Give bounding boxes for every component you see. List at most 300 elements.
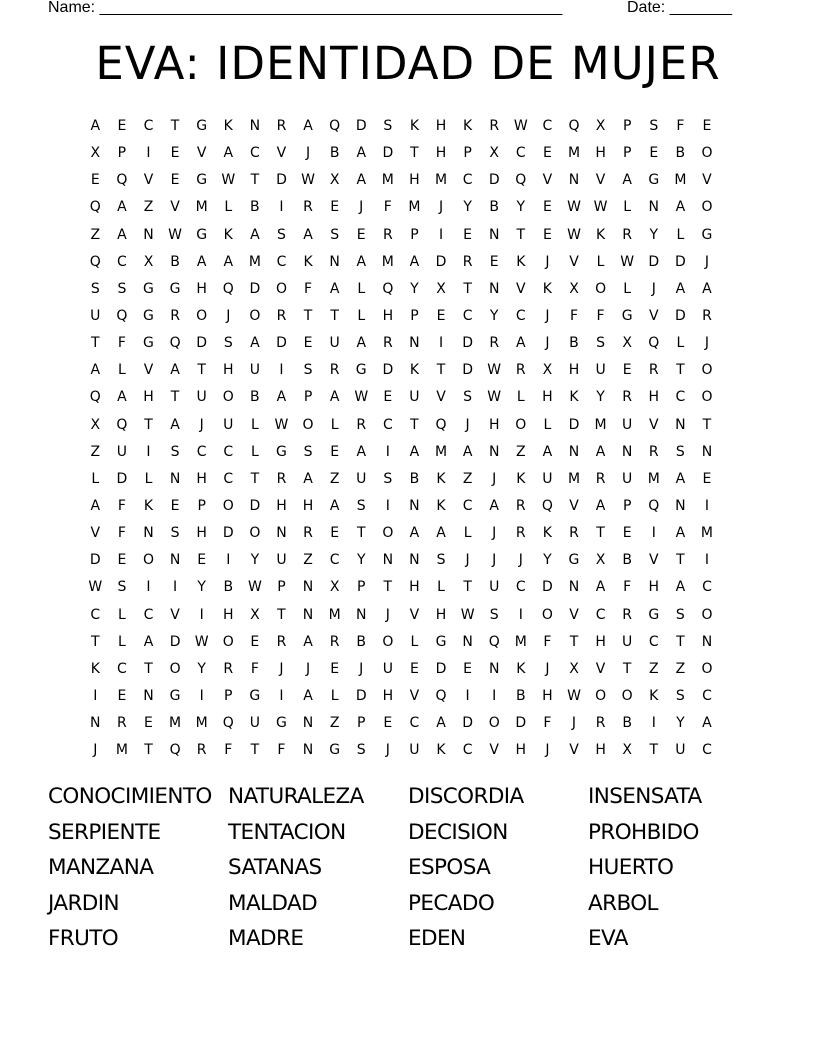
grid-letter: F [250, 660, 259, 677]
grid-letter: G [196, 172, 208, 189]
grid-letter: P [303, 389, 313, 406]
grid-letter: W [460, 606, 475, 623]
grid-letter: T [91, 633, 100, 650]
grid-letter: K [595, 226, 606, 243]
grid-letter: H [435, 145, 447, 162]
grid-letter: G [249, 687, 261, 704]
grid-letter: L [357, 280, 366, 297]
grid-letter: U [542, 470, 553, 487]
grid-letter: L [437, 579, 445, 596]
grid-letter: S [675, 687, 685, 704]
grid-letter: K [542, 280, 552, 297]
grid-letter: A [409, 253, 420, 270]
grid-letter: S [649, 118, 659, 134]
grid-letter: V [595, 172, 606, 189]
grid-letter: R [276, 307, 287, 324]
grid-letter: Y [197, 579, 206, 596]
grid-letter: Q [89, 253, 101, 270]
grid-letter: O [382, 633, 394, 650]
grid-letter: U [249, 362, 260, 379]
grid-letter: W [487, 389, 502, 406]
grid-letter: E [117, 687, 127, 704]
grid-letter: R [329, 362, 340, 379]
word-bank-item: JARDIN [48, 890, 119, 916]
grid-letter: R [303, 199, 313, 216]
grid-letter: D [249, 280, 261, 297]
grid-letter: V [516, 280, 526, 297]
grid-letter: Q [488, 633, 500, 650]
grid-letter: V [648, 307, 659, 324]
grid-letter: T [144, 660, 153, 677]
grid-letter: A [223, 145, 234, 162]
grid-letter: Z [675, 660, 686, 677]
grid-letter: E [170, 497, 180, 514]
grid-letter: D [462, 362, 473, 379]
grid-letter: C [90, 606, 101, 623]
grid-letter: T [91, 335, 100, 352]
word-bank-item: PROHBIDO [588, 819, 699, 845]
grid-letter: N [169, 470, 181, 487]
grid-letter: O [621, 687, 633, 704]
grid-letter: F [569, 307, 579, 324]
grid-letter: S [90, 280, 100, 297]
grid-letter: D [648, 253, 660, 270]
grid-letter: K [143, 497, 154, 514]
grid-letter: I [438, 226, 444, 243]
grid-letter: U [489, 579, 500, 596]
grid-letter: X [542, 362, 553, 379]
grid-letter: S [675, 443, 685, 460]
grid-letter: E [542, 145, 552, 162]
grid-letter: J [545, 307, 550, 324]
grid-letter: G [435, 633, 447, 650]
grid-letter: N [568, 172, 580, 189]
grid-letter: H [196, 525, 207, 542]
grid-letter: Z [462, 470, 473, 487]
grid-letter: M [381, 172, 394, 189]
grid-letter: N [302, 579, 314, 596]
grid-letter: U [196, 389, 207, 406]
grid-letter: O [222, 497, 234, 514]
grid-letter: E [463, 660, 473, 677]
grid-letter: E [409, 660, 419, 677]
grid-letter: Y [596, 389, 605, 406]
grid-letter: M [169, 715, 182, 732]
grid-letter: V [196, 145, 207, 162]
grid-letter: G [355, 362, 367, 379]
grid-letter: N [568, 443, 580, 460]
grid-letter: T [170, 389, 180, 406]
grid-letter: A [329, 497, 340, 514]
grid-letter: F [543, 633, 552, 650]
grid-letter: Z [143, 199, 154, 216]
grid-letter: F [304, 280, 313, 297]
grid-letter: Q [382, 280, 394, 297]
grid-letter: Q [435, 687, 447, 704]
grid-letter: J [518, 552, 523, 569]
grid-letter: N [462, 633, 473, 650]
grid-letter: R [622, 606, 633, 623]
grid-letter: B [170, 253, 180, 270]
grid-letter: M [674, 172, 687, 189]
grid-letter: H [595, 145, 606, 162]
grid-letter: I [704, 552, 710, 569]
grid-letter: W [487, 362, 502, 379]
grid-letter: T [250, 172, 260, 189]
grid-letter: E [463, 226, 473, 243]
grid-letter: K [223, 226, 233, 243]
grid-letter: H [196, 470, 207, 487]
grid-letter: T [463, 280, 472, 297]
grid-letter: B [569, 335, 579, 352]
grid-letter: M [434, 443, 448, 460]
grid-letter: N [409, 552, 420, 569]
grid-letter: J [704, 253, 710, 270]
grid-letter: A [356, 443, 367, 460]
grid-letter: I [146, 579, 151, 596]
grid-letter: E [489, 253, 499, 270]
grid-letter: A [90, 362, 101, 379]
grid-letter: A [170, 362, 180, 379]
grid-letter: O [701, 389, 713, 406]
grid-letter: L [463, 525, 472, 542]
grid-letter: J [93, 742, 98, 759]
grid-letter: V [436, 389, 446, 406]
grid-letter: S [356, 742, 366, 759]
grid-letter: F [383, 199, 392, 216]
grid-letter: N [169, 552, 181, 569]
grid-letter: A [595, 497, 606, 514]
grid-letter: K [463, 118, 473, 134]
grid-letter: I [226, 552, 231, 569]
grid-letter: T [463, 579, 472, 596]
grid-letter: G [143, 280, 154, 297]
grid-letter: X [90, 145, 101, 162]
grid-letter: H [143, 389, 154, 406]
grid-letter: M [195, 199, 208, 216]
grid-letter: A [303, 633, 313, 650]
grid-letter: Y [197, 660, 206, 677]
grid-letter: W [354, 389, 369, 406]
grid-letter: O [701, 145, 713, 162]
grid-letter: I [199, 687, 204, 704]
word-bank-item: EVA [588, 926, 628, 952]
grid-letter: G [276, 443, 287, 460]
grid-letter: C [143, 118, 154, 134]
grid-letter: C [196, 443, 207, 460]
grid-letter: R [276, 470, 287, 487]
grid-letter: R [382, 226, 393, 243]
grid-letter: M [647, 470, 660, 487]
grid-letter: D [222, 525, 234, 542]
grid-letter: O [275, 280, 287, 297]
grid-letter: H [515, 742, 527, 759]
grid-letter: A [276, 389, 287, 406]
grid-letter: J [465, 416, 470, 433]
grid-letter: I [651, 715, 656, 732]
grid-letter: J [571, 715, 577, 732]
grid-letter: O [488, 715, 500, 732]
grid-letter: D [355, 118, 367, 134]
word-bank-item: DISCORDIA [408, 784, 524, 809]
grid-letter: M [248, 253, 261, 270]
grid-letter: X [329, 579, 340, 596]
grid-letter: L [330, 687, 339, 704]
grid-letter: S [303, 443, 313, 460]
grid-letter: T [303, 307, 313, 324]
grid-letter: V [143, 172, 154, 189]
grid-letter: W [301, 172, 315, 189]
grid-letter: A [489, 497, 499, 514]
grid-letter: B [622, 552, 632, 569]
grid-letter: C [143, 606, 154, 623]
grid-letter: R [223, 660, 234, 677]
grid-letter: I [651, 525, 656, 542]
grid-letter: W [567, 687, 581, 704]
grid-letter: V [409, 606, 420, 623]
grid-letter: M [381, 253, 394, 270]
grid-letter: C [117, 253, 127, 270]
grid-letter: A [595, 443, 606, 460]
grid-letter: V [542, 172, 553, 189]
grid-letter: G [143, 307, 154, 324]
grid-letter: G [169, 280, 181, 297]
grid-letter: L [676, 226, 685, 243]
grid-letter: N [488, 280, 500, 297]
grid-letter: R [276, 118, 287, 134]
grid-letter: I [492, 687, 497, 704]
grid-letter: S [383, 118, 393, 134]
grid-letter: O [541, 606, 553, 623]
grid-letter: R [569, 525, 579, 542]
grid-letter: C [515, 145, 526, 162]
grid-letter: D [249, 497, 261, 514]
grid-letter: C [702, 579, 712, 596]
grid-letter: F [543, 715, 552, 732]
word-bank-item: HUERTO [588, 855, 674, 881]
grid-letter: B [250, 199, 260, 216]
grid-letter: J [305, 145, 311, 162]
grid-letter: W [620, 253, 635, 270]
grid-letter: O [701, 362, 713, 379]
grid-letter: P [277, 579, 286, 596]
grid-letter: E [702, 470, 712, 487]
grid-letter: P [410, 226, 419, 243]
grid-letter: Y [250, 552, 260, 569]
grid-letter: A [90, 497, 101, 514]
grid-letter: C [462, 307, 473, 324]
grid-letter: K [516, 470, 526, 487]
grid-letter: A [356, 145, 367, 162]
grid-letter: C [675, 389, 686, 406]
grid-letter: E [330, 199, 340, 216]
grid-letter: V [170, 199, 180, 216]
grid-letter: H [435, 118, 447, 134]
grid-letter: J [385, 742, 390, 759]
grid-letter: W [567, 226, 581, 243]
grid-letter: S [170, 443, 180, 460]
grid-letter: A [462, 443, 473, 460]
grid-letter: M [700, 525, 713, 542]
grid-letter: L [117, 633, 126, 650]
grid-letter: O [142, 552, 154, 569]
grid-letter: J [492, 552, 497, 569]
grid-letter: Z [90, 226, 101, 243]
grid-letter: U [622, 470, 633, 487]
grid-letter: M [408, 199, 421, 216]
grid-letter: I [93, 687, 98, 704]
grid-letter: S [330, 226, 340, 243]
grid-letter: N [382, 552, 394, 569]
grid-letter: T [144, 742, 153, 759]
grid-letter: A [250, 226, 260, 243]
grid-letter: I [438, 335, 444, 352]
grid-letter: K [436, 470, 446, 487]
grid-letter: T [702, 416, 712, 433]
grid-letter: H [568, 362, 580, 379]
grid-letter: N [302, 742, 314, 759]
grid-letter: E [117, 552, 127, 569]
grid-letter: Y [649, 226, 659, 243]
grid-letter: C [223, 443, 234, 460]
grid-letter: I [465, 687, 470, 704]
grid-letter: M [115, 742, 128, 759]
grid-letter: E [330, 660, 340, 677]
grid-letter: N [488, 226, 500, 243]
grid-letter: I [146, 145, 151, 162]
grid-letter: G [169, 687, 181, 704]
grid-letter: J [492, 525, 497, 542]
grid-letter: W [221, 172, 236, 189]
grid-letter: D [462, 715, 473, 732]
grid-letter: Q [169, 742, 181, 759]
grid-letter: P [357, 579, 366, 596]
grid-letter: A [675, 525, 686, 542]
grid-letter: S [170, 525, 180, 542]
grid-letter: K [436, 497, 446, 514]
grid-letter: O [222, 389, 234, 406]
grid-letter: L [623, 199, 632, 216]
grid-letter: H [409, 579, 420, 596]
grid-letter: H [223, 362, 234, 379]
grid-letter: N [568, 579, 580, 596]
grid-letter: C [223, 470, 234, 487]
grid-letter: E [383, 389, 393, 406]
grid-letter: V [569, 497, 579, 514]
grid-letter: T [569, 633, 579, 650]
word-bank-item: ARBOL [588, 890, 658, 916]
grid-letter: M [514, 633, 527, 650]
grid-letter: E [436, 307, 446, 324]
grid-letter: H [223, 606, 234, 623]
grid-letter: J [492, 470, 497, 487]
grid-letter: I [704, 497, 710, 514]
grid-letter: N [90, 715, 101, 732]
grid-letter: U [90, 307, 101, 324]
grid-letter: A [542, 443, 553, 460]
grid-letter: R [595, 715, 606, 732]
grid-letter: A [117, 389, 127, 406]
grid-letter: E [330, 525, 340, 542]
grid-letter: B [622, 715, 632, 732]
grid-letter: U [249, 715, 260, 732]
grid-letter: R [515, 497, 526, 514]
grid-letter: P [357, 715, 366, 732]
grid-letter: A [436, 715, 446, 732]
grid-letter: V [276, 145, 287, 162]
grid-letter: O [196, 307, 208, 324]
grid-letter: M [328, 606, 341, 623]
grid-letter: G [648, 606, 660, 623]
grid-letter: S [303, 362, 313, 379]
grid-letter: D [276, 335, 287, 352]
grid-letter: G [568, 552, 580, 569]
grid-letter: L [676, 335, 685, 352]
grid-letter: J [199, 416, 204, 433]
grid-letter: B [489, 199, 499, 216]
grid-letter: N [488, 443, 500, 460]
grid-letter: V [595, 660, 606, 677]
grid-letter: T [170, 118, 180, 134]
grid-letter: L [410, 633, 419, 650]
grid-letter: Q [222, 280, 234, 297]
grid-letter: S [356, 497, 366, 514]
grid-letter: L [516, 389, 525, 406]
grid-letter: V [569, 606, 579, 623]
grid-letter: A [303, 470, 313, 487]
grid-letter: A [702, 280, 712, 297]
grid-letter: L [144, 470, 153, 487]
word-bank-item: PECADO [408, 890, 495, 916]
grid-letter: C [382, 416, 393, 433]
grid-letter: A [117, 226, 127, 243]
grid-letter: L [250, 416, 259, 433]
grid-letter: I [385, 497, 390, 514]
grid-letter: T [649, 742, 659, 759]
grid-letter: O [515, 416, 527, 433]
grid-letter: L [543, 416, 552, 433]
grid-letter: R [170, 307, 180, 324]
grid-letter: G [648, 172, 660, 189]
grid-letter: J [545, 660, 550, 677]
grid-letter: K [303, 253, 313, 270]
grid-letter: E [622, 525, 632, 542]
grid-letter: E [356, 226, 366, 243]
grid-letter: A [143, 633, 154, 650]
grid-letter: R [648, 362, 659, 379]
grid-letter: Y [516, 199, 526, 216]
grid-letter: K [436, 742, 446, 759]
grid-letter: H [382, 687, 394, 704]
grid-letter: F [596, 307, 605, 324]
grid-letter: Z [329, 715, 340, 732]
grid-letter: C [329, 552, 340, 569]
grid-letter: A [329, 280, 340, 297]
grid-letter: T [622, 660, 632, 677]
grid-letter: U [356, 470, 367, 487]
grid-letter: Q [89, 199, 101, 216]
word-bank-item: ESPOSA [408, 855, 491, 881]
grid-letter: T [676, 633, 685, 650]
grid-letter: X [569, 660, 579, 677]
grid-letter: H [382, 307, 394, 324]
word-bank-item: MANZANA [48, 855, 154, 881]
grid-letter: U [675, 742, 686, 759]
grid-letter: V [702, 172, 712, 189]
grid-letter: D [435, 253, 447, 270]
grid-letter: I [385, 443, 390, 460]
grid-letter: D [515, 715, 527, 732]
